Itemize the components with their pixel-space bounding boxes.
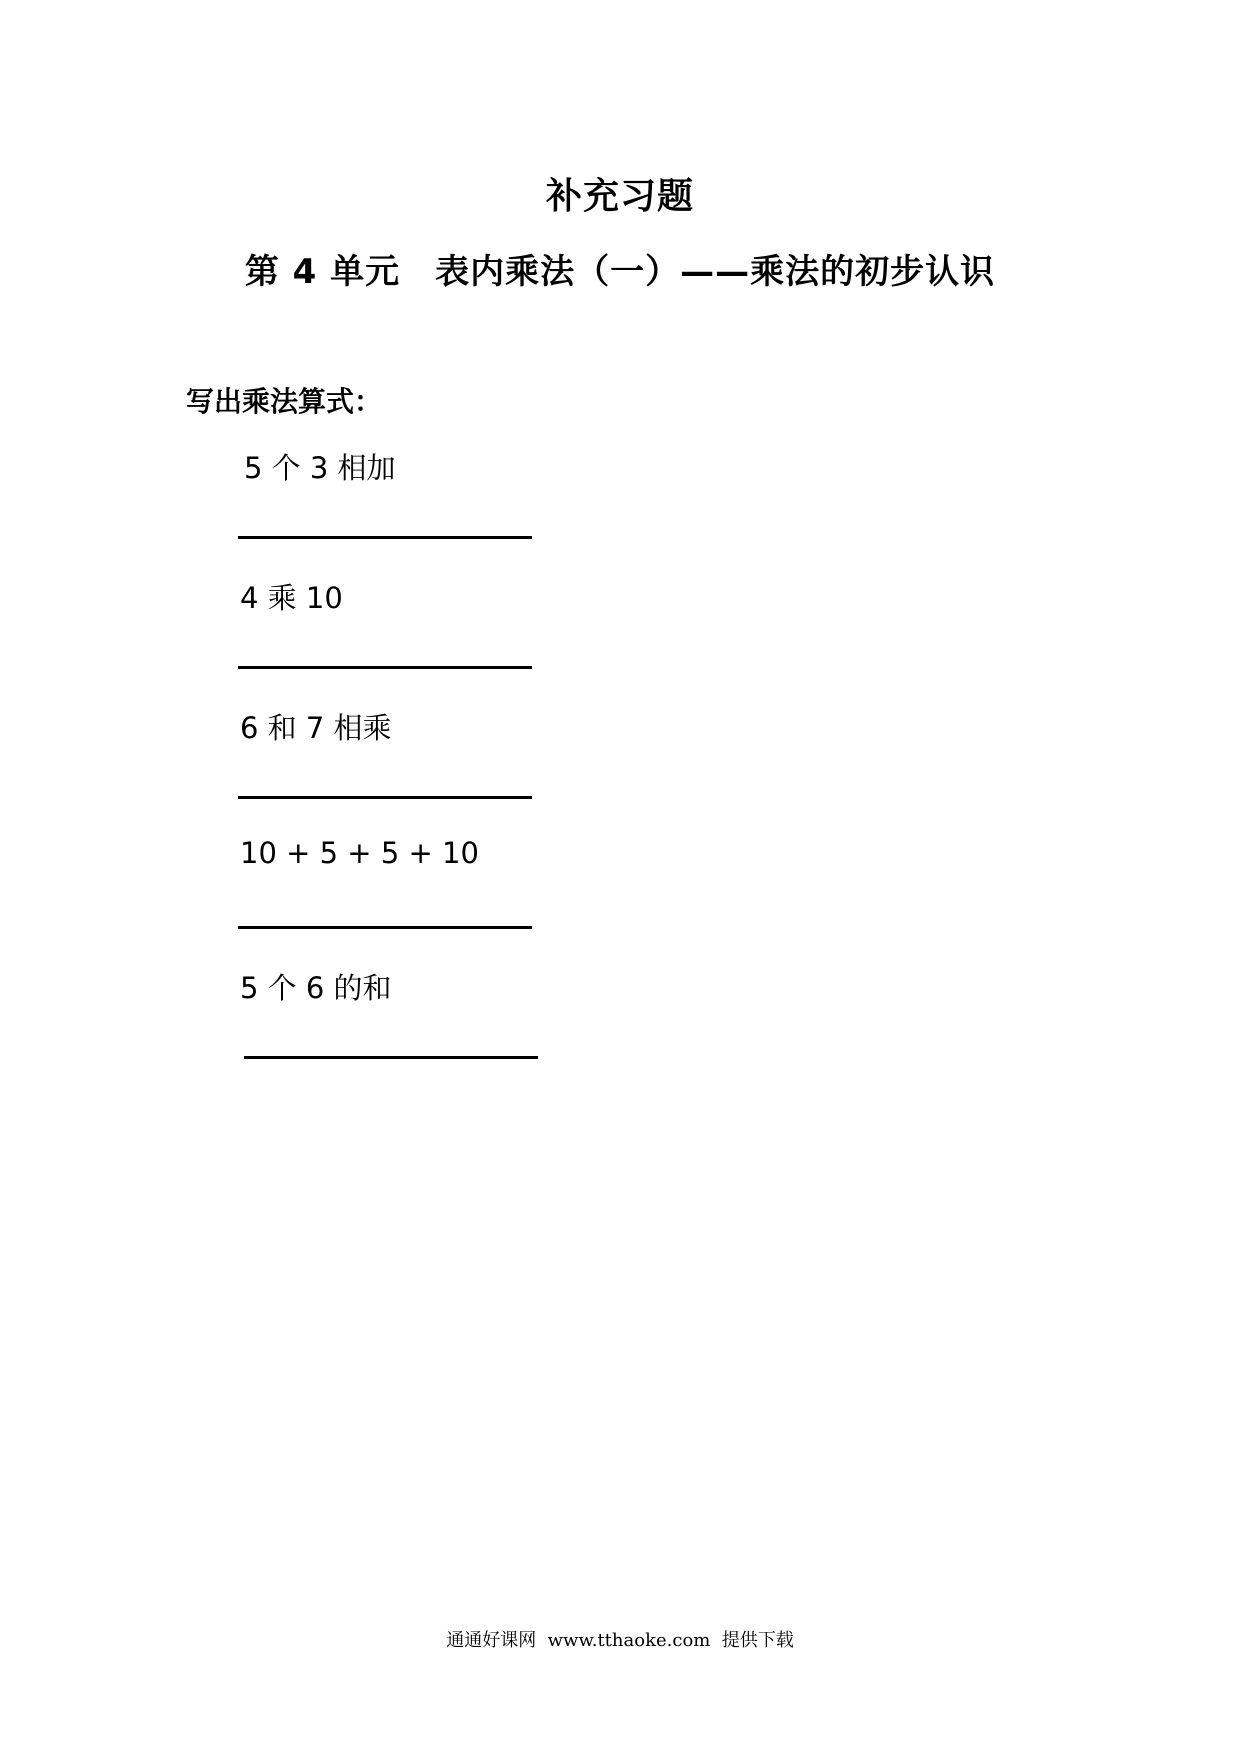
exercise-prompt-2: 4 乘 10 <box>240 581 343 615</box>
answer-line-4[interactable] <box>238 926 532 929</box>
exercise-prompt-3: 6 和 7 相乘 <box>240 711 392 745</box>
page-title: 补充习题 <box>545 176 694 217</box>
answer-line-3[interactable] <box>238 796 532 799</box>
footer-source: 通通好课网 www.tthaoke.com 提供下载 <box>446 1630 794 1651</box>
section-heading: 写出乘法算式： <box>186 385 383 418</box>
exercise-prompt-5: 5 个 6 的和 <box>240 971 392 1005</box>
exercise-prompt-1: 5 个 3 相加 <box>244 451 396 485</box>
exercise-prompt-4: 10 + 5 + 5 + 10 <box>240 836 479 870</box>
answer-line-1[interactable] <box>238 536 532 539</box>
answer-line-5[interactable] <box>244 1056 538 1059</box>
answer-line-2[interactable] <box>238 666 532 669</box>
unit-subtitle: 第 4 单元 表内乘法（一）——乘法的初步认识 <box>244 252 996 292</box>
